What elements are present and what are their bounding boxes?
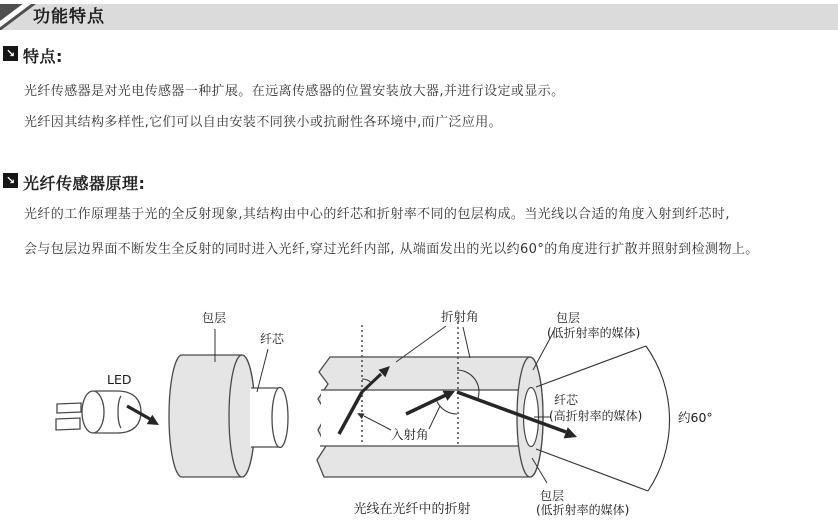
cladding-bottom-sublabel: (低折射率的媒体) — [536, 503, 630, 517]
section-arrow-icon: ↘ — [3, 46, 18, 61]
section-arrow-icon: ↘ — [3, 173, 18, 188]
fiber-section — [317, 357, 543, 477]
led-label: LED — [107, 372, 132, 387]
cone-arc — [646, 346, 670, 491]
leader-line — [463, 327, 470, 358]
cladding-top-sublabel: (低折射率的媒体) — [547, 326, 641, 340]
core-leader-line — [257, 349, 268, 392]
core-front-face — [272, 388, 288, 448]
incidence-angle-label: 入射角 — [391, 427, 429, 442]
ferrule-group — [169, 355, 288, 477]
fiber-optic-diagram — [0, 295, 838, 529]
core-label: 纤芯 — [260, 332, 285, 346]
page-title: 功能特点 — [33, 7, 105, 27]
spread-angle-label: 约60° — [678, 410, 713, 425]
section-title-features: 特点: — [23, 47, 63, 66]
led-group — [56, 391, 141, 433]
core-right-label: 纤芯 — [554, 393, 579, 407]
cladding-top-label: 包层 — [556, 311, 581, 325]
led-flange — [82, 391, 104, 433]
section-title-principle: 光纤传感器原理: — [23, 174, 146, 193]
led-pin — [57, 403, 81, 413]
diagram-caption: 光线在光纤中的折射 — [353, 502, 471, 517]
led-pin — [56, 418, 80, 430]
paragraph: 会与包层边界面不断发生全反射的同时进入光纤,穿过光纤内部, 从端面发出的光以约60°的角度进行扩散并照射到检测物上。 — [24, 242, 759, 257]
cladding-label: 包层 — [202, 311, 227, 325]
section-header-bar — [0, 4, 838, 30]
core-right-sublabel: (高折射率的媒体) — [549, 409, 643, 423]
refraction-angle-label: 折射角 — [441, 309, 479, 324]
paragraph: 光纤传感器是对光电传感器一种扩展。在远离传感器的位置安装放大器,并进行设定或显示。 — [24, 84, 565, 99]
paragraph: 光纤的工作原理基于光的全反射现象,其结构由中心的纤芯和折射率不同的包层构成。当光线以合适的角度入射到纤芯时, — [24, 207, 730, 222]
paragraph: 光纤因其结构多样性,它们可以自由安装不同狭小或抗耐性各环境中,而广泛应用。 — [24, 115, 503, 130]
cladding-bottom-label: 包层 — [540, 489, 565, 503]
